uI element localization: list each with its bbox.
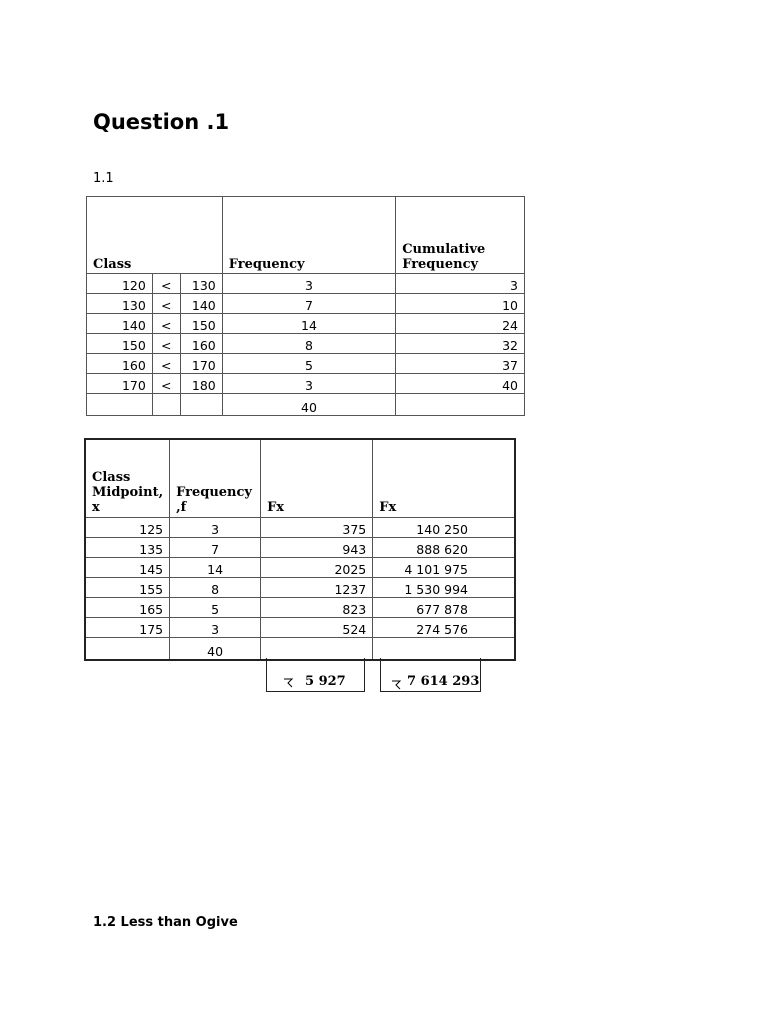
table-header-row [85, 439, 515, 518]
frequency-cell: 14 [222, 314, 395, 334]
midpoint-cell: 165 [85, 598, 170, 618]
empty-cell [261, 638, 373, 661]
table-row [85, 618, 515, 638]
class-sep: < [152, 354, 180, 374]
class-lower: 140 [87, 314, 153, 334]
class-upper: 130 [180, 274, 222, 294]
fx-cell: 1237 [261, 578, 373, 598]
table-row [85, 578, 515, 598]
midpoint-cell: 135 [85, 538, 170, 558]
empty-cell [85, 638, 170, 661]
frequency-cell: 5 [170, 598, 261, 618]
frequency-table [86, 196, 525, 416]
table-header-row [87, 197, 525, 274]
fx2-cell: 140 250 [373, 518, 515, 538]
cumulative-cell: 32 [396, 334, 525, 354]
cumulative-cell: 24 [396, 314, 525, 334]
column-header-frequency: Frequency [222, 197, 395, 274]
fx-cell: 823 [261, 598, 373, 618]
column-header-fx: Fx [261, 439, 373, 518]
table-row [87, 354, 525, 374]
class-upper: 140 [180, 294, 222, 314]
frequency-cell: 3 [222, 374, 395, 394]
fx-cell: 375 [261, 518, 373, 538]
frequency-cell: 3 [170, 618, 261, 638]
cumulative-cell: 40 [396, 374, 525, 394]
empty-cell [396, 394, 525, 416]
cumulative-cell: 37 [396, 354, 525, 374]
fx-cell: 2025 [261, 558, 373, 578]
class-sep: < [152, 374, 180, 394]
table-row [85, 598, 515, 618]
sum-fx-box [266, 658, 365, 692]
table-row [87, 314, 525, 334]
cumulative-cell: 3 [396, 274, 525, 294]
midpoint-table [84, 438, 516, 661]
column-header-cumulative-frequency: Cumulative Frequency [396, 197, 525, 274]
fx2-cell: 274 576 [373, 618, 515, 638]
midpoint-cell: 155 [85, 578, 170, 598]
sum-fx2-value: 7 614 293 [407, 674, 480, 689]
midpoint-cell: 125 [85, 518, 170, 538]
total-frequency: 40 [222, 394, 395, 416]
class-upper: 170 [180, 354, 222, 374]
table-row [85, 518, 515, 538]
table-row [85, 558, 515, 578]
fx2-cell: 677 878 [373, 598, 515, 618]
class-sep: < [152, 274, 180, 294]
class-upper: 180 [180, 374, 222, 394]
table-row [85, 538, 515, 558]
frequency-cell: 8 [222, 334, 395, 354]
table-row [87, 374, 525, 394]
class-sep: < [152, 314, 180, 334]
page-title: Question .1 [93, 110, 230, 134]
cumulative-cell: 10 [396, 294, 525, 314]
column-header-frequency: Frequency ,f [170, 439, 261, 518]
column-header-class: Class [87, 197, 223, 274]
frequency-cell: 8 [170, 578, 261, 598]
class-lower: 160 [87, 354, 153, 374]
class-lower: 130 [87, 294, 153, 314]
class-upper: 160 [180, 334, 222, 354]
table-row [87, 274, 525, 294]
class-sep: < [152, 294, 180, 314]
empty-cell [180, 394, 222, 416]
total-frequency: 40 [170, 638, 261, 661]
empty-cell [152, 394, 180, 416]
fx-cell: 943 [261, 538, 373, 558]
fx2-cell: 1 530 994 [373, 578, 515, 598]
class-sep: < [152, 334, 180, 354]
table-total-row [85, 638, 515, 661]
empty-cell [373, 638, 515, 661]
sum-fx2-box [380, 658, 481, 692]
frequency-cell: 14 [170, 558, 261, 578]
class-upper: 150 [180, 314, 222, 334]
class-lower: 120 [87, 274, 153, 294]
table-total-row [87, 394, 525, 416]
section-label-1-2: 1.2 Less than Ogive [93, 915, 238, 930]
column-header-midpoint: Class Midpoint, x [85, 439, 170, 518]
class-lower: 170 [87, 374, 153, 394]
sigma-icon [391, 680, 403, 693]
midpoint-cell: 175 [85, 618, 170, 638]
column-header-fx-squared: Fx [373, 439, 515, 518]
frequency-cell: 3 [170, 518, 261, 538]
frequency-cell: 7 [222, 294, 395, 314]
fx2-cell: 4 101 975 [373, 558, 515, 578]
section-label-1-1: 1.1 [93, 171, 114, 186]
class-lower: 150 [87, 334, 153, 354]
empty-cell [87, 394, 153, 416]
midpoint-cell: 145 [85, 558, 170, 578]
table-row [87, 334, 525, 354]
sum-fx-value: 5 927 [305, 674, 346, 689]
fx2-cell: 888 620 [373, 538, 515, 558]
fx-cell: 524 [261, 618, 373, 638]
sigma-icon [283, 678, 295, 691]
table-row [87, 294, 525, 314]
frequency-cell: 3 [222, 274, 395, 294]
frequency-cell: 5 [222, 354, 395, 374]
frequency-cell: 7 [170, 538, 261, 558]
